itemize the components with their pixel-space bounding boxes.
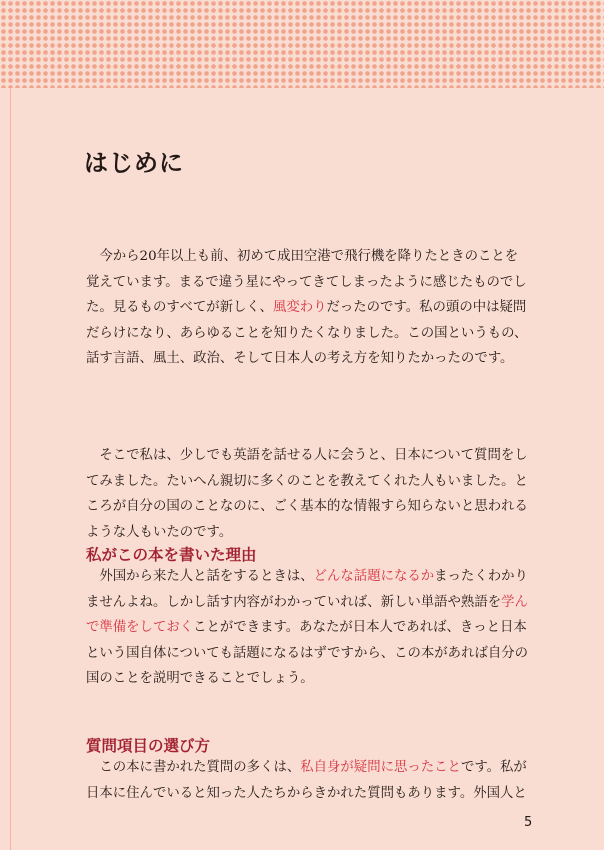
text-line: ころが自分の国のことなのに、ごく基本的な情報すら知らないと思われる <box>86 499 528 515</box>
text-line: 国のことを説明できることでしょう。 <box>86 671 314 687</box>
text-line: で準備をしておくことができます。あなたが日本人であれば、きっと日本 <box>86 620 527 636</box>
text-line: 日本に住んでいると知った人たちからきかれた質問もあります。外国人と <box>86 785 527 801</box>
text-line: ような人もいたのです。 <box>86 524 233 540</box>
section-heading-selection: 質問項目の選び方 <box>86 737 211 755</box>
text-line: てみました。たいへん親切に多くのことを教えてくれた人もいました。と <box>86 473 528 489</box>
text-line: だらけになり、あらゆることを知りたくなりました。この国というもの、 <box>86 325 528 341</box>
highlight-text: で準備をしておく <box>86 620 194 636</box>
highlight-text: 学ん <box>501 594 528 610</box>
text-line: 外国から来た人と話をするときは、どんな話題になるかまったくわかり <box>86 569 528 584</box>
section-heading-reason: 私がこの本を書いた理由 <box>86 546 257 564</box>
intro-paragraph-2 <box>86 443 534 545</box>
dot-pattern-header <box>0 0 604 88</box>
highlight-text: 私自身が疑問に思ったこと <box>300 760 461 775</box>
page-edge-line <box>10 88 11 850</box>
text-line: た。見るものすべてが新しく、風変わりだったのです。私の頭の中は疑問 <box>86 300 527 316</box>
intro-paragraph-1 <box>86 244 534 372</box>
page-title: はじめに <box>84 149 184 177</box>
text-line: ませんよね。しかし話す内容がわかっていれば、新しい単語や熟語を学ん <box>86 594 528 610</box>
text-line: 今から20年以上も前、初めて成田空港で飛行機を降りたときのことを <box>86 249 519 264</box>
text-line: そこで私は、少しでも英語を話せる人に会うと、日本について質問をし <box>86 448 528 463</box>
section-selection-paragraph <box>86 755 534 806</box>
text-line: という国自体についても話題になるはずですから、この本があれば自分の <box>86 645 529 661</box>
text-line: 話す言語、風土、政治、そして日本人の考え方を知りたかったのです。 <box>86 351 514 367</box>
text-line: 覚えています。まるで違う星にやってきてしまったように感じたものでし <box>86 274 527 290</box>
highlight-text: どんな話題になるか <box>313 569 435 584</box>
page-number: 5 <box>524 815 533 830</box>
text-line: この本に書かれた質問の多くは、私自身が疑問に思ったことです。私が <box>86 760 527 775</box>
section-reason-paragraph <box>86 564 534 692</box>
highlight-text: 風変わり <box>272 300 327 316</box>
